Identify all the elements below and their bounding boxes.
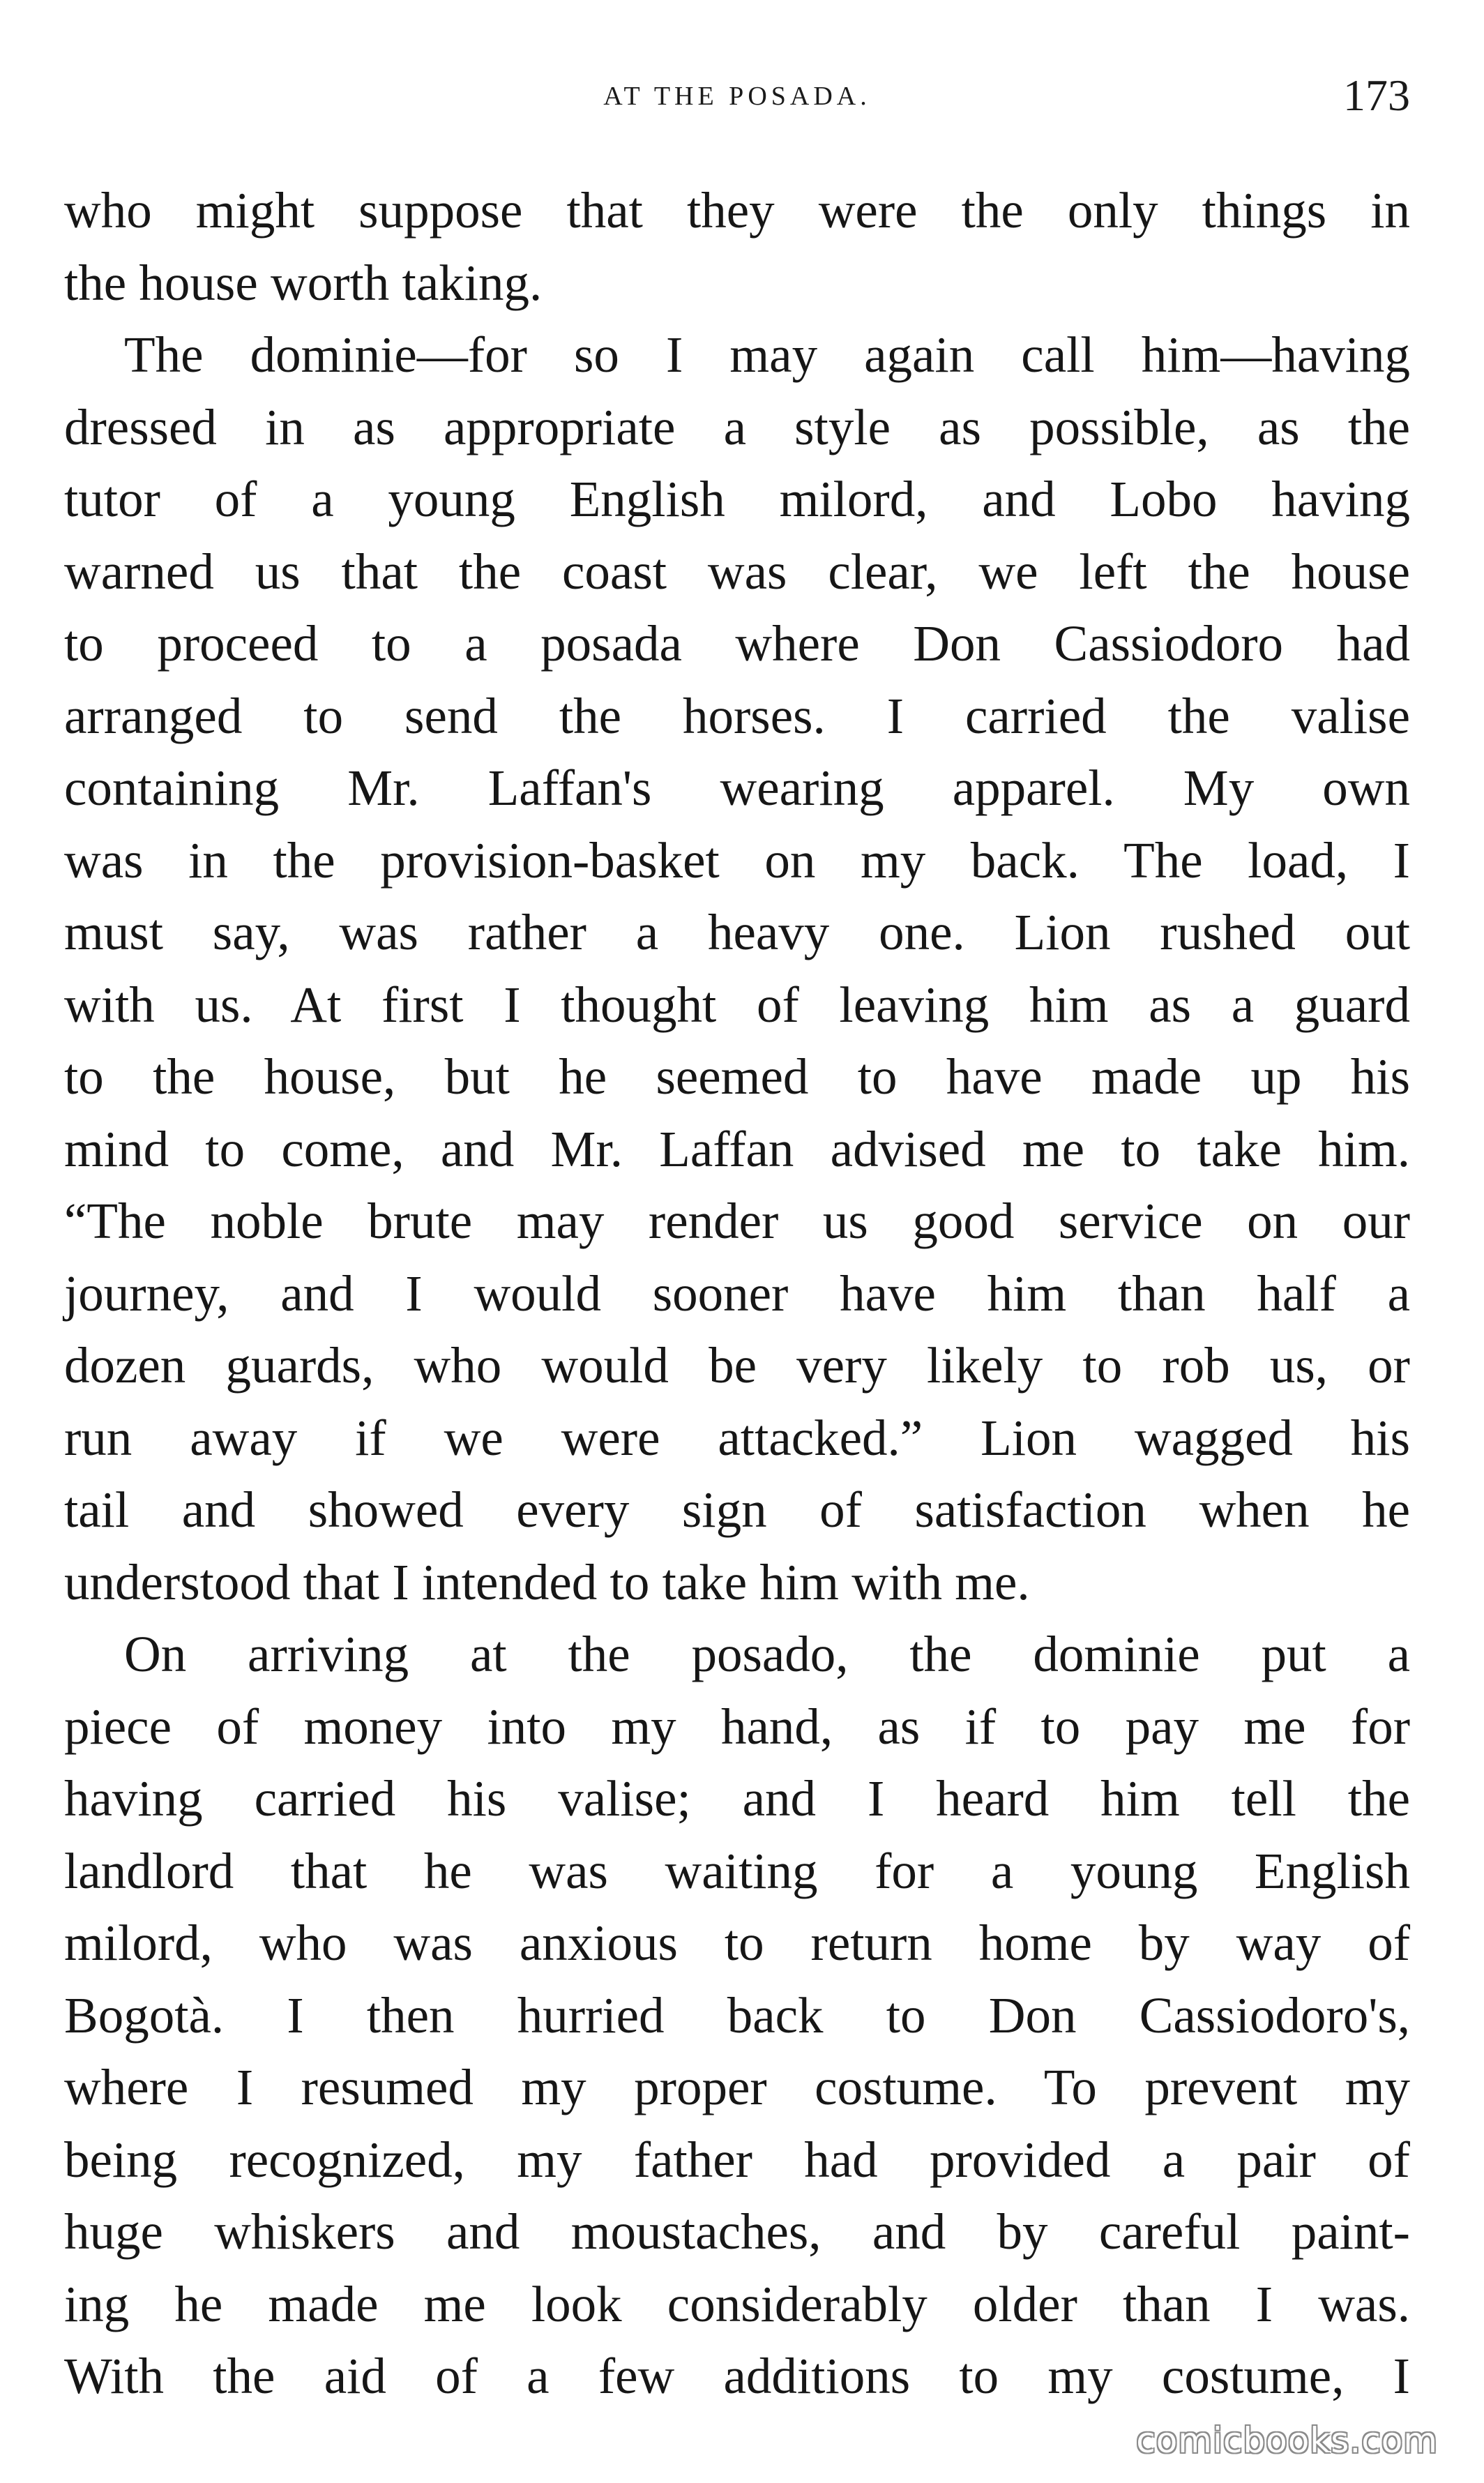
text-line: dressed in as appropriate a style as possible, as the bbox=[64, 398, 1410, 455]
text-line: containing Mr. Laffan's wearing apparel. My own bbox=[64, 760, 1410, 816]
running-head bbox=[64, 70, 1410, 126]
text-line: run away if we were attacked.” Lion wagged his bbox=[64, 1409, 1410, 1466]
text-line: tutor of a young English milord, and Lobo having bbox=[64, 471, 1410, 527]
text-line: mind to come, and Mr. Laffan advised me to take him. bbox=[64, 1120, 1410, 1177]
text-line: to the house, but he seemed to have made up his bbox=[64, 1048, 1410, 1105]
text-line: the house worth taking. bbox=[64, 254, 543, 311]
text-line: tail and showed every sign of satisfaction when he bbox=[64, 1481, 1410, 1538]
text-line: milord, who was anxious to return home by way of bbox=[64, 1915, 1410, 1971]
text-line: where I resumed my proper costume. To prevent my bbox=[64, 2059, 1410, 2115]
text-line: who might suppose that they were the only things in bbox=[64, 182, 1410, 239]
text-line: understood that I intended to take him with me. bbox=[64, 1553, 1030, 1610]
text-line: piece of money into my hand, as if to pay me for bbox=[64, 1698, 1410, 1755]
text-line: The dominie—for so I may again call him—having bbox=[124, 326, 1410, 383]
text-line: arranged to send the horses. I carried the valise bbox=[64, 687, 1410, 744]
text-line: “The noble brute may render us good service on our bbox=[64, 1193, 1410, 1249]
text-line: With the aid of a few additions to my costume, I bbox=[64, 2348, 1410, 2404]
text-line: warned us that the coast was clear, we left the house bbox=[64, 543, 1410, 600]
text-line: Bogotà. I then hurried back to Don Cassiodoro's, bbox=[64, 1986, 1410, 2044]
text-line: landlord that he was waiting for a young English bbox=[64, 1842, 1410, 1899]
text-line: huge whiskers and moustaches, and by careful paint- bbox=[64, 2203, 1410, 2260]
text-line: to proceed to a posada where Don Cassiodoro had bbox=[64, 615, 1410, 672]
text-line: On arriving at the posado, the dominie put a bbox=[124, 1626, 1410, 1682]
body-text bbox=[64, 174, 1410, 2413]
page-number: 173 bbox=[1343, 70, 1410, 120]
text-line: with us. At first I thought of leaving him as a guard bbox=[64, 976, 1410, 1033]
text-line: ing he made me look considerably older than I was. bbox=[64, 2275, 1410, 2332]
text-line: having carried his valise; and I heard him tell the bbox=[64, 1770, 1410, 1827]
running-title: AT THE POSADA. bbox=[603, 82, 871, 111]
text-line: dozen guards, who would be very likely to rob us, or bbox=[64, 1337, 1410, 1394]
watermark: comicbooks.com bbox=[1136, 2420, 1438, 2461]
text-line: was in the provision-basket on my back. The load, I bbox=[64, 831, 1410, 889]
text-line: being recognized, my father had provided a pair of bbox=[64, 2131, 1410, 2188]
text-line: journey, and I would sooner have him than half a bbox=[64, 1265, 1410, 1322]
text-line: must say, was rather a heavy one. Lion rushed out bbox=[64, 904, 1410, 960]
